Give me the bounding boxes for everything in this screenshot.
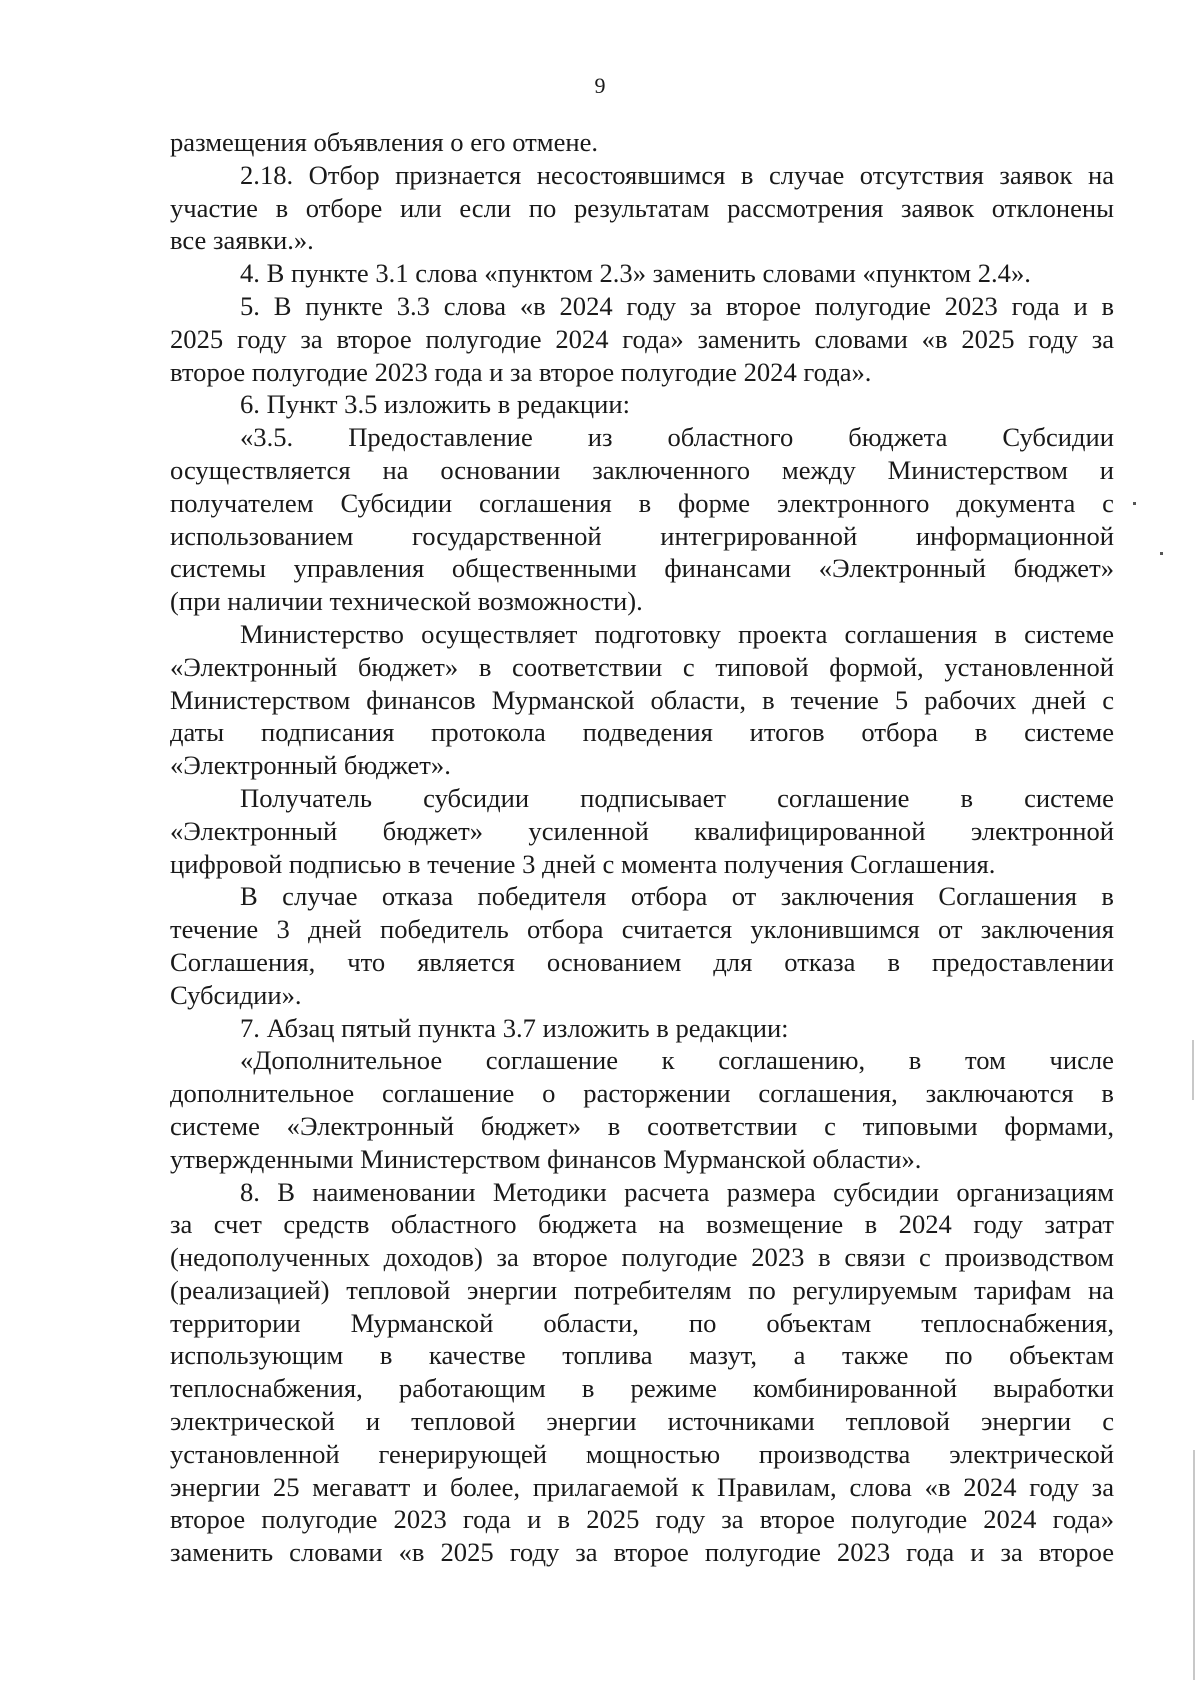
paragraph-p4 — [170, 290, 1114, 388]
text-line: 4. В пункте 3.1 слова «пунктом 2.3» заменить словами «пунктом 2.4». — [240, 258, 1031, 289]
text-line: «Дополнительное соглашение к соглашению, в том числе — [240, 1045, 1114, 1076]
text-line: 7. Абзац пятый пункта 3.7 изложить в редакции: — [240, 1012, 789, 1043]
text-line: территории Мурманской области, по объектам теплоснабжения, — [170, 1307, 1114, 1338]
text-line: «3.5. Предоставление из областного бюджета Субсидии — [240, 422, 1114, 453]
text-line: заменить словами «в 2025 году за второе полугодие 2023 года и за второе — [170, 1537, 1114, 1568]
paragraph-p12 — [170, 1176, 1114, 1570]
text-line: за счет средств областного бюджета на возмещение в 2024 году затрат — [170, 1209, 1114, 1240]
text-line: дополнительное соглашение о расторжении соглашения, заключаются в — [170, 1078, 1114, 1109]
text-line: установленной генерирующей мощностью производства электрической — [170, 1438, 1114, 1469]
page-number: 9 — [594, 73, 606, 98]
text-line: цифровой подписью в течение 3 дней с момента получения Соглашения. — [170, 848, 996, 879]
text-line: все заявки.». — [170, 225, 314, 256]
text-line: использующим в качестве топлива мазут, а также по объектам — [170, 1340, 1114, 1371]
paragraph-p1 — [170, 126, 1114, 159]
document-body — [170, 126, 1114, 1569]
text-line: Соглашения, что является основанием для отказа в предоставлении — [170, 946, 1114, 977]
paragraph-p2 — [170, 159, 1114, 257]
paragraph-p5 — [170, 388, 1114, 421]
paragraph-p10 — [170, 1012, 1114, 1045]
text-line: «Электронный бюджет» в соответствии с типовой формой, установленной — [170, 651, 1114, 682]
text-line: «Электронный бюджет» усиленной квалифицированной электронной — [170, 815, 1114, 846]
text-line: утвержденными Министерством финансов Мурманской области». — [170, 1143, 922, 1174]
text-line: (реализацией) тепловой энергии потребителям по регулируемым тарифам на — [170, 1274, 1114, 1305]
text-line: Субсидии». — [170, 979, 302, 1010]
paragraph-p3 — [170, 257, 1114, 290]
text-line: размещения объявления о его отмене. — [170, 127, 599, 157]
text-line: 5. В пункте 3.3 слова «в 2024 году за второе полугодие 2023 года и в — [240, 290, 1114, 321]
text-line: использованием государственной интегрированной информационной — [170, 520, 1114, 551]
paragraph-p6 — [170, 421, 1114, 618]
scan-dot — [1133, 502, 1136, 505]
paragraph-p8 — [170, 782, 1114, 880]
text-line: 2.18. Отбор признается несостоявшимся в случае отсутствия заявок на — [240, 159, 1114, 190]
scan-dot — [1160, 552, 1163, 555]
text-line: системе «Электронный бюджет» в соответствии с типовыми формами, — [170, 1110, 1114, 1141]
text-line: осуществляется на основании заключенного между Министерством и — [170, 454, 1114, 485]
text-line: системы управления общественными финансами «Электронный бюджет» — [170, 553, 1114, 584]
text-line: (недополученных доходов) за второе полугодие 2023 в связи с производством — [170, 1242, 1114, 1273]
text-line: второе полугодие 2023 года и за второе полугодие 2024 года». — [170, 356, 872, 387]
text-line: электрической и тепловой энергии источниками тепловой энергии с — [170, 1406, 1114, 1437]
text-line: 8. В наименовании Методики расчета размера субсидии организациям — [240, 1176, 1114, 1207]
paragraph-p7 — [170, 618, 1114, 782]
text-line: (при наличии технической возможности). — [170, 586, 643, 617]
text-line: получателем Субсидии соглашения в форме электронного документа с — [170, 487, 1114, 518]
text-line: теплоснабжения, работающим в режиме комбинированной выработки — [170, 1373, 1114, 1404]
text-line: второе полугодие 2023 года и в 2025 году за второе полугодие 2024 года» — [170, 1504, 1114, 1535]
paragraph-p9 — [170, 880, 1114, 1011]
text-line: Министерством финансов Мурманской области, в течение 5 рабочих дней с — [170, 684, 1114, 715]
text-line: Министерство осуществляет подготовку проекта соглашения в системе — [240, 618, 1114, 649]
text-line: 6. Пункт 3.5 изложить в редакции: — [240, 389, 630, 420]
text-line: Получатель субсидии подписывает соглашение в системе — [240, 782, 1114, 813]
text-line: «Электронный бюджет». — [170, 750, 451, 781]
text-line: В случае отказа победителя отбора от заключения Соглашения в — [240, 881, 1114, 912]
scan-edge-mark — [1192, 1040, 1194, 1100]
text-line: участие в отборе или если по результатам рассмотрения заявок отклонены — [170, 192, 1114, 223]
scan-edge-mark — [1193, 1450, 1195, 1680]
text-line: энергии 25 мегаватт и более, прилагаемой к Правилам, слова «в 2024 году за — [170, 1471, 1114, 1502]
text-line: 2025 году за второе полугодие 2024 года» заменить словами «в 2025 году за — [170, 323, 1114, 354]
paragraph-p11 — [170, 1044, 1114, 1175]
text-line: даты подписания протокола подведения итогов отбора в системе — [170, 717, 1114, 748]
text-line: течение 3 дней победитель отбора считается уклонившимся от заключения — [170, 914, 1114, 945]
